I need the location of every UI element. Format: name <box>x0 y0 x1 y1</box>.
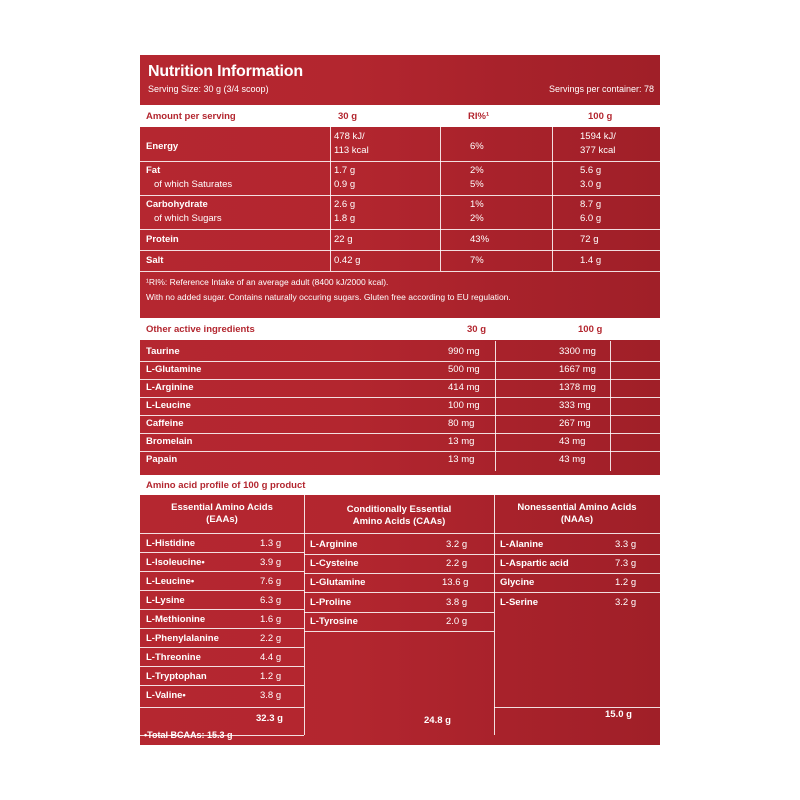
servings-per-container: Servings per container: 78 <box>548 84 654 94</box>
nutrition-label-protein: Protein <box>146 234 179 245</box>
nutrition-label-energy: Energy <box>146 141 179 152</box>
eaa-value-lysine: 6.3 g <box>260 595 282 606</box>
active-glutamine-30g: 500 mg <box>448 364 480 375</box>
nutrition-saturates-100g: 3.0 g <box>580 179 602 190</box>
nutrition-sugars-ri: 2% <box>470 213 484 224</box>
nutrition-header-ri: RI%¹ <box>468 111 490 122</box>
active-papain-100g: 43 mg <box>559 454 586 465</box>
eaa-name-threonine: L-Threonine <box>146 652 201 663</box>
active-arginine-100g: 1378 mg <box>559 382 596 393</box>
nutrition-label-fat: Fat <box>146 165 161 176</box>
eaa-value-phenylalanine: 2.2 g <box>260 633 282 644</box>
naa-value-glycine: 1.2 g <box>615 577 637 588</box>
naa-title: Nonessential Amino Acids <box>517 502 637 513</box>
amino-header-label: Amino acid profile of 100 g product <box>146 480 306 491</box>
naa-name-alanine: L-Alanine <box>500 539 544 550</box>
eaa-name-methionine: L-Methionine <box>146 614 206 625</box>
nutrition-protein-ri: 43% <box>470 234 490 245</box>
nutrition-header-amount: Amount per serving <box>146 111 236 122</box>
nutrition-energy-100g-kcal: 377 kcal <box>580 145 616 156</box>
eaa-name-leucine: L-Leucine• <box>146 576 195 587</box>
nutrition-header-100g: 100 g <box>588 111 613 122</box>
nutrition-label-saturates: of which Saturates <box>154 179 233 190</box>
naa-value-alanine: 3.3 g <box>615 539 637 550</box>
nutrition-fat-30g: 1.7 g <box>334 165 356 176</box>
active-caffeine-100g: 267 mg <box>559 418 591 429</box>
naa-value-serine: 3.2 g <box>615 597 637 608</box>
caa-name-tyrosine: L-Tyrosine <box>310 616 358 627</box>
active-label-caffeine: Caffeine <box>146 418 184 429</box>
active-bromelain-30g: 13 mg <box>448 436 475 447</box>
eaa-value-histidine: 1.3 g <box>260 538 282 549</box>
naa-total: 15.0 g <box>605 709 632 720</box>
ri-footnote: ¹RI%: Reference Intake of an average adult (8400 kJ/2000 kcal). <box>146 277 389 287</box>
caa-name-glutamine: L-Glutamine <box>310 577 366 588</box>
eaa-total: 32.3 g <box>256 713 283 724</box>
caa-name-proline: L-Proline <box>310 597 352 608</box>
eaa-value-isoleucine: 3.9 g <box>260 557 282 568</box>
nutrition-energy-30g-kcal: 113 kcal <box>334 145 369 156</box>
caa-name-cysteine: L-Cysteine <box>310 558 359 569</box>
nutrition-energy-30g-kj: 478 kJ/ <box>334 131 365 142</box>
active-label-taurine: Taurine <box>146 346 180 357</box>
nutrition-fat-ri: 2% <box>470 165 484 176</box>
nutrition-salt-ri: 7% <box>470 255 484 266</box>
caa-value-arginine: 3.2 g <box>446 539 468 550</box>
nutrition-fat-100g: 5.6 g <box>580 165 602 176</box>
naa-value-aspartic-acid: 7.3 g <box>615 558 637 569</box>
nutrition-label-sugars: of which Sugars <box>154 213 222 224</box>
active-ingredients-header <box>140 318 660 340</box>
eaa-value-tryptophan: 1.2 g <box>260 671 282 682</box>
active-label-glutamine: L-Glutamine <box>146 364 202 375</box>
nutrition-sugars-100g: 6.0 g <box>580 213 602 224</box>
bcaa-total-note: •Total BCAAs: 15.3 g <box>144 730 233 740</box>
nutrition-label-salt: Salt <box>146 255 164 266</box>
active-label-bromelain: Bromelain <box>146 436 193 447</box>
caa-value-tyrosine: 2.0 g <box>446 616 468 627</box>
active-bromelain-100g: 43 mg <box>559 436 586 447</box>
eaa-value-methionine: 1.6 g <box>260 614 282 625</box>
eaa-title: Essential Amino Acids <box>171 502 273 513</box>
nutrition-salt-30g: 0.42 g <box>334 255 361 266</box>
caa-value-glutamine: 13.6 g <box>442 577 469 588</box>
caa-subtitle: Amino Acids (CAAs) <box>352 516 446 527</box>
eaa-name-isoleucine: L-Isoleucine• <box>146 557 205 568</box>
nutrition-protein-30g: 22 g <box>334 234 353 245</box>
nutrition-carbohydrate-100g: 8.7 g <box>580 199 602 210</box>
eaa-name-tryptophan: L-Tryptophan <box>146 671 207 682</box>
nutrition-header-30g: 30 g <box>338 111 358 122</box>
eaa-value-leucine: 7.6 g <box>260 576 282 587</box>
caa-value-proline: 3.8 g <box>446 597 468 608</box>
nutrition-salt-100g: 1.4 g <box>580 255 602 266</box>
active-leucine-30g: 100 mg <box>448 400 480 411</box>
serving-size: Serving Size: 30 g (3/4 scoop) <box>148 84 269 94</box>
nutrition-label-panel <box>140 55 660 745</box>
nutrition-header-row <box>140 105 660 127</box>
active-caffeine-30g: 80 mg <box>448 418 475 429</box>
active-label-arginine: L-Arginine <box>146 382 194 393</box>
naa-subtitle: (NAAs) <box>560 514 594 525</box>
active-taurine-30g: 990 mg <box>448 346 480 357</box>
active-header-100g: 100 g <box>578 324 603 335</box>
active-taurine-100g: 3300 mg <box>559 346 596 357</box>
page-title: Nutrition Information <box>148 63 303 80</box>
active-label-papain: Papain <box>146 454 178 465</box>
amino-profile-header <box>140 475 660 495</box>
eaa-value-valine: 3.8 g <box>260 690 282 701</box>
nutrition-carbohydrate-ri: 1% <box>470 199 484 210</box>
nutrition-saturates-30g: 0.9 g <box>334 179 356 190</box>
active-leucine-100g: 333 mg <box>559 400 591 411</box>
active-header-30g: 30 g <box>467 324 487 335</box>
active-glutamine-100g: 1667 mg <box>559 364 596 375</box>
active-header-label: Other active ingredients <box>146 324 255 335</box>
eaa-name-lysine: L-Lysine <box>146 595 185 606</box>
nutrition-sugars-30g: 1.8 g <box>334 213 356 224</box>
active-label-leucine: L-Leucine <box>146 400 191 411</box>
eaa-subtitle: (EAAs) <box>206 514 238 525</box>
caa-title: Conditionally Essential <box>346 504 452 515</box>
naa-name-glycine: Glycine <box>500 577 535 588</box>
nutrition-energy-100g-kj: 1594 kJ/ <box>580 131 616 142</box>
nutrition-energy-ri: 6% <box>470 141 484 152</box>
caa-value-cysteine: 2.2 g <box>446 558 468 569</box>
caa-total: 24.8 g <box>424 715 451 726</box>
nutrition-protein-100g: 72 g <box>580 234 599 245</box>
naa-name-aspartic-acid: L-Aspartic acid <box>500 558 569 569</box>
eaa-name-histidine: L-Histidine <box>146 538 196 549</box>
eaa-name-phenylalanine: L-Phenylalanine <box>146 633 219 644</box>
nutrition-saturates-ri: 5% <box>470 179 484 190</box>
sugar-gluten-note: With no added sugar. Contains naturally occuring sugars. Gluten free according to EU regulation. <box>146 292 511 302</box>
nutrition-carbohydrate-30g: 2.6 g <box>334 199 356 210</box>
naa-name-serine: L-Serine <box>500 597 539 608</box>
active-papain-30g: 13 mg <box>448 454 475 465</box>
eaa-name-valine: L-Valine• <box>146 690 186 701</box>
active-arginine-30g: 414 mg <box>448 382 480 393</box>
eaa-value-threonine: 4.4 g <box>260 652 282 663</box>
caa-name-arginine: L-Arginine <box>310 539 358 550</box>
nutrition-label-carbohydrate: Carbohydrate <box>146 199 208 210</box>
